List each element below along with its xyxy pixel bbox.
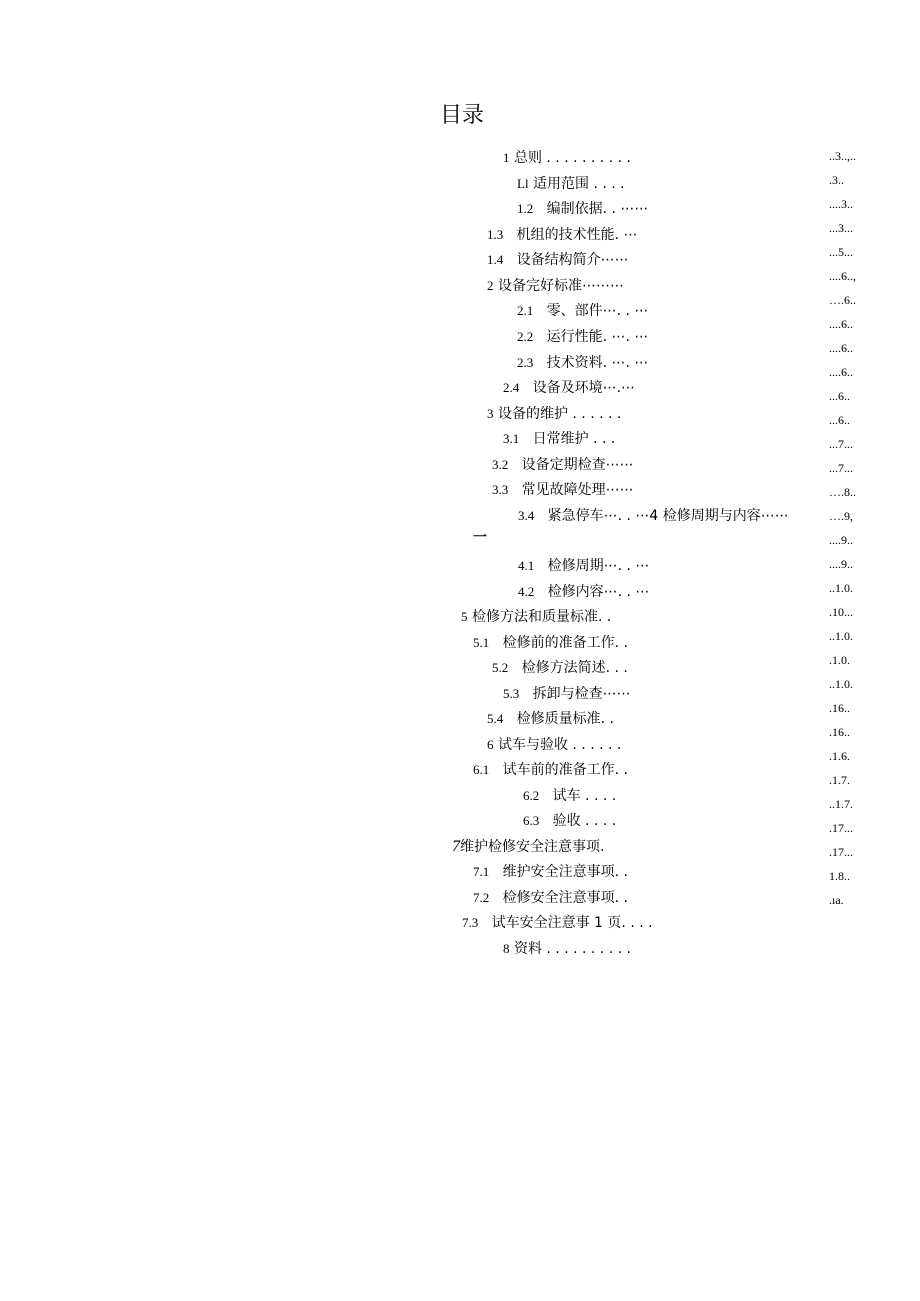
entry-label: 总则 . . . . . . . . . .	[513, 150, 631, 166]
page-number: ..1.7.	[829, 797, 853, 811]
page-number: .1.0.	[829, 653, 850, 667]
entry-label: 运行性能. ⋯. ⋯	[546, 329, 649, 345]
entry-number: 1.2	[517, 201, 534, 216]
toc-entry	[503, 148, 631, 168]
entry-label: 日常维护 . . .	[532, 431, 616, 447]
entry-label: 试车前的准备工作. .	[502, 762, 628, 778]
page-number: ....6..	[829, 341, 853, 355]
entry-label: 技术资料. ⋯. ⋯	[546, 355, 649, 371]
entry-label: 验收 . . . .	[552, 813, 617, 829]
entry-label: 资料 . . . . . . . . . .	[513, 941, 631, 957]
entry-number: 7.2	[473, 890, 490, 905]
entry-label: 设备及环境⋯.⋯	[532, 380, 636, 396]
toc-entry	[492, 658, 628, 678]
entry-number: Ll	[517, 176, 529, 191]
page-number: ....9..	[829, 533, 853, 547]
entry-number: 3.3	[492, 482, 509, 497]
entry-label: 设备的维护 . . . . . .	[497, 406, 622, 422]
toc-entry	[523, 786, 616, 806]
entry-label: 机组的技术性能. ⋯	[516, 227, 638, 243]
entry-number: 7.1	[473, 864, 490, 879]
separator-dash: 一	[473, 530, 487, 546]
entry-number: 5	[461, 609, 468, 624]
entry-number: 3.4	[518, 508, 535, 523]
page-number: ..1.0.	[829, 629, 853, 643]
entry-label: 检修方法和质量标准. .	[471, 609, 612, 625]
page-number: ....6..	[829, 317, 853, 331]
page-number: ....9..	[829, 557, 853, 571]
page-number: ...6..	[829, 389, 850, 403]
entry-number: 3.1	[503, 431, 520, 446]
toc-entry	[487, 225, 638, 245]
toc-entry	[473, 888, 628, 908]
entry-number: 2	[487, 278, 494, 293]
page-number: .17...	[829, 821, 853, 835]
page-number: ..1.0.	[829, 581, 853, 595]
page-number: ...5...	[829, 245, 853, 259]
toc-entry	[503, 429, 615, 449]
toc-entry	[517, 353, 648, 373]
page-number: .3..	[829, 173, 844, 187]
toc-entry	[492, 455, 634, 475]
page-number: .16..	[829, 701, 850, 715]
entry-label: 设备结构简介⋯⋯	[516, 252, 629, 268]
entry-number: 1	[503, 150, 510, 165]
entry-label: 试车与验收 . . . . . .	[497, 737, 622, 753]
entry-number: 8	[503, 941, 510, 956]
toc-entry	[461, 607, 611, 627]
toc-entry	[487, 250, 629, 270]
page-number: ….6..	[829, 293, 856, 307]
page-number: ...7...	[829, 437, 853, 451]
entry-label: 试车安全注意事 1 页. . . .	[491, 915, 653, 931]
entry-number: 5.3	[503, 686, 520, 701]
entry-label: 维护安全注意事项. .	[502, 864, 628, 880]
entry-label: 检修安全注意事项. .	[502, 890, 628, 906]
entry-number: 2.2	[517, 329, 534, 344]
entry-number: 2.3	[517, 355, 534, 370]
page-number: ....6..,	[829, 269, 856, 283]
page-number: ..1.0.	[829, 677, 853, 691]
page-number: ...7...	[829, 461, 853, 475]
page-number: .1.7.	[829, 773, 850, 787]
entry-label: 检修前的准备工作. .	[502, 635, 628, 651]
page-number: .17...	[829, 845, 853, 859]
entry-number: 5.2	[492, 660, 509, 675]
entry-label: 检修内容⋯. . ⋯	[547, 584, 650, 600]
entry-label: 检修质量标准. .	[516, 711, 614, 727]
page-number: ..3..,..	[829, 149, 856, 163]
toc-entry	[473, 862, 628, 882]
entry-label: 检修周期⋯. . ⋯	[547, 558, 650, 574]
page-number: ....3..	[829, 197, 853, 211]
toc-entry	[503, 939, 631, 959]
page-number: ...6..	[829, 413, 850, 427]
entry-label: 维护检修安全注意事项.	[460, 839, 605, 855]
entry-label: 试车 . . . .	[552, 788, 617, 804]
page-number: ….8..	[829, 485, 856, 499]
entry-number: 4.1	[518, 558, 535, 573]
entry-number: 2.1	[517, 303, 534, 318]
entry-number: 1.3	[487, 227, 504, 242]
toc-entry	[517, 301, 648, 321]
toc-entry	[473, 633, 628, 653]
toc-entry	[492, 480, 634, 500]
entry-number: 5.1	[473, 635, 490, 650]
entry-number: 7	[452, 838, 460, 855]
toc-entry	[517, 174, 625, 194]
entry-number: 1.4	[487, 252, 504, 267]
entry-label: 常见故障处理⋯⋯	[521, 482, 634, 498]
entry-number: 6.1	[473, 762, 490, 777]
toc-entry	[487, 709, 614, 729]
toc-entry	[518, 582, 649, 602]
page-number: ….9,	[829, 509, 853, 523]
toc-entry	[503, 378, 635, 398]
toc-entry	[503, 684, 631, 704]
entry-number: 3	[487, 406, 494, 421]
page-number: .ıa.	[829, 893, 844, 907]
toc-entry	[523, 811, 616, 831]
toc-entry	[517, 199, 648, 219]
entry-label: 检修方法简述. . .	[521, 660, 628, 676]
entry-label: 适用范围 . . . .	[533, 176, 625, 192]
entry-number: 4.2	[518, 584, 535, 599]
page-number: .10...	[829, 605, 853, 619]
page-number: ...3...	[829, 221, 853, 235]
entry-number: 6.3	[523, 813, 540, 828]
page-number: .16..	[829, 725, 850, 739]
toc-entry	[462, 913, 653, 933]
page-number: .1.6.	[829, 749, 850, 763]
entry-number: 6	[487, 737, 494, 752]
page-number: ....6..	[829, 365, 853, 379]
page-number: 1.8..	[829, 869, 850, 883]
toc-entry	[487, 276, 624, 296]
entry-label: 设备定期检查⋯⋯	[521, 457, 634, 473]
entry-number: 5.4	[487, 711, 504, 726]
entry-number: 2.4	[503, 380, 520, 395]
toc-entry	[452, 837, 604, 857]
entry-label: 拆卸与检查⋯⋯	[532, 686, 631, 702]
entry-number: 3.2	[492, 457, 509, 472]
toc-entry	[518, 556, 649, 576]
toc-entry	[518, 506, 789, 526]
toc-entry	[487, 735, 621, 755]
toc-entry	[473, 760, 628, 780]
toc-entry	[517, 327, 648, 347]
entry-label: 编制依据. . ⋯⋯	[546, 201, 649, 217]
toc-entry	[487, 404, 621, 424]
page-title: 目录	[440, 103, 485, 128]
entry-label: 紧急停车⋯. . ⋯4 检修周期与内容⋯⋯	[547, 508, 789, 524]
entry-number: 6.2	[523, 788, 540, 803]
entry-label: 设备完好标准⋯⋯⋯	[497, 278, 624, 294]
entry-label: 零、部件⋯. . ⋯	[546, 303, 649, 319]
entry-number: 7.3	[462, 915, 479, 930]
